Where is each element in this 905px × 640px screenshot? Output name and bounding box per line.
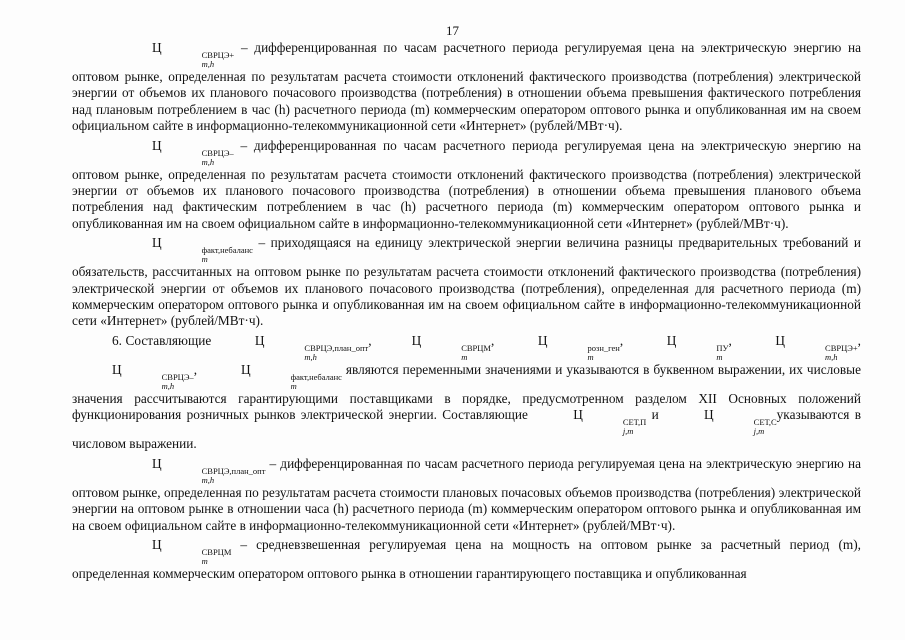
formula-symbol: Ц факт,небаланс m: [240, 361, 342, 391]
definition-paragraph: [72, 138, 861, 233]
formula-symbol: Ц СВРЦЭ– m,h: [152, 137, 234, 167]
definition-paragraph: [72, 40, 861, 135]
formula-symbol: Ц СВРЦЭ+ m,h: [152, 40, 235, 69]
formula-symbol: Ц СЕТ,С j,m: [704, 407, 777, 437]
formula-symbol: Ц СВРЦЭ,план_опт m,h: [254, 332, 369, 362]
definition-text: – дифференцированная по часам расчетного периода регулируемая цена на электрическую энергию на оптовом рынке, определенная по результатам расчета стоимости отклонений фактического производства (потребления) электрической энергии от объемов их планового почасового производства (потребления) в отношении объема превышения планового объема потребления над фактическим потреблением в час (h) расчетного периода (m) коммерческим оператором оптового рынка и опубликованная им на своем официальном сайте в информационно-телекоммуникационной сети «Интернет» (рублей/МВт·ч).: [72, 137, 861, 231]
item-6-paragraph: 6. Составляющие Ц СВРЦЭ,план_опт m,h , Ц СВРЦМ m , Ц розн_ген m , Ц ПУ m , Ц СВРЦЭ+ m,h , Ц СВРЦЭ– m,h , Ц факт,небаланс m являются переменными значениями и указываются в буквенном выражении, их числовые значения рассчитываются гарантирующими поставщиками в порядке, предусмотренном разделом XII Основных положений функционирования розничных рынков электрической энергии. Составляющие Ц СЕТ,П j,m и Ц СЕТ,С j,m указываются в числовом выражении.: [72, 332, 862, 452]
formula-symbol: Ц СВРЦМ m: [152, 536, 232, 566]
definition-text: – дифференцированная по часам расчетного периода регулируемая цена на электрическую энергию на оптовом рынке, определенная по результатам расчета стоимости отклонений фактического производства (потребления) электрической энергии от объемов их планового почасового производства (потребления) в отношении объема превышения фактического потребления над плановым потреблением в час (h) расчетного периода (m) коммерческим оператором оптового рынка и опубликованная им на своем официальном сайте в информационно-телекоммуникационной сети «Интернет» (рублей/МВт·ч).: [72, 40, 861, 134]
formula-symbol: Ц СВРЦЭ,план_опт m,h: [152, 455, 266, 485]
definition-paragraph: [72, 537, 861, 582]
item-6-lead: 6. Составляющие: [112, 332, 215, 348]
definition-paragraph: [72, 235, 861, 330]
definition-text: – средневзвешенная регулируемая цена на мощность на оптовом рынке за расчетный период (m), определенная коммерческим оператором оптового рынка в отношении гарантирующего поставщика и опубликованная: [72, 536, 861, 581]
definition-text: – дифференцированная по часам расчетного периода регулируемая цена на электрическую энергию на оптовом рынке, определенная по результатам расчета стоимости плановых почасовых объемов производства (потребления) электрической энергии на оптовом рынке в отношении часа (h) расчетного периода (m) коммерческим оператором оптового рынка и опубликованная им на своем официальном сайте в информационно-телекоммуникационной сети «Интернет» (рублей/МВт·ч).: [72, 455, 861, 533]
formula-symbol: Ц ПУ m: [666, 332, 729, 362]
page-number: 17: [446, 23, 459, 38]
formula-symbol: Ц СВРЦЭ+ m,h: [775, 332, 858, 362]
item-6-text-end: указываются в числовом выражении.: [72, 407, 862, 452]
formula-symbol: Ц СВРЦМ m: [411, 332, 491, 362]
formula-symbol: Ц факт,небаланс m: [152, 235, 253, 265]
formula-symbol: Ц розн_ген m: [537, 332, 620, 362]
document-body: [72, 40, 861, 582]
definition-paragraph: [72, 456, 861, 534]
formula-symbol: Ц СЕТ,П j,m: [573, 407, 647, 437]
definition-text: – приходящаяся на единицу электрической энергии величина разницы предварительных требований и обязательств, рассчитанных на оптовом рынке по результатам расчета стоимости отклонений фактического производства (потребления) электрической энергии от объемов их планового почасового производства (потребления), определенная для расчетного периода (m) коммерческим оператором оптового рынка и опубликованная им на своем официальном сайте в информационно-телекоммуникационной сети «Интернет» (рублей/МВт·ч).: [72, 235, 861, 329]
item-6-text: являются переменными значениями и указываются в буквенном выражении, их числовые значения рассчитываются гарантирующими поставщиками в порядке, предусмотренном разделом XII Основных положений функционирования розничных рынков электрической энергии. Составляющие: [72, 361, 861, 423]
formula-symbol: Ц СВРЦЭ– m,h: [112, 361, 194, 391]
